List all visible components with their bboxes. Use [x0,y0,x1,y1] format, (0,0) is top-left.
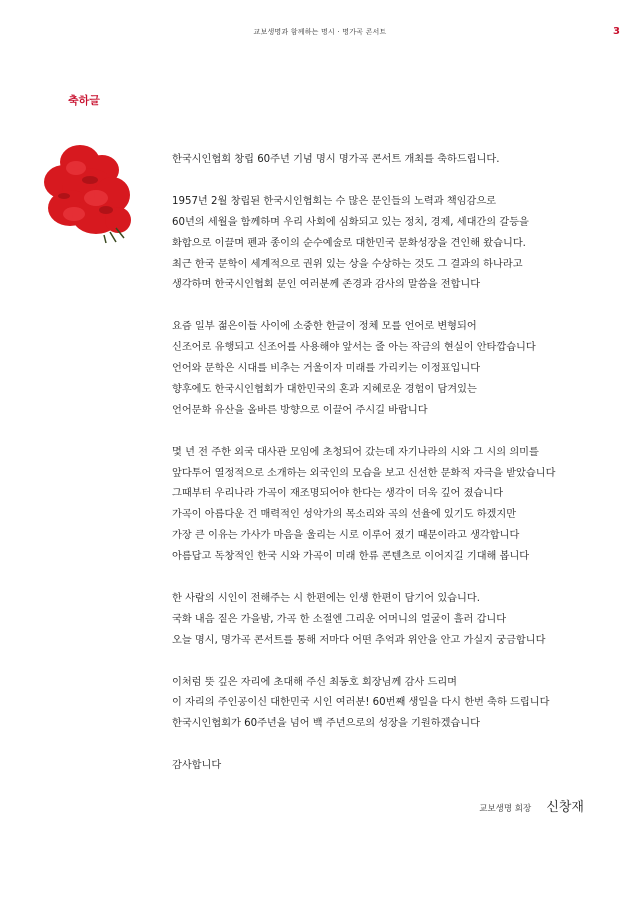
letter-line: 그때부터 우리나라 가곡이 재조명되어야 한다는 생각이 더욱 깊어 졌습니다 [172,488,503,500]
letter-line: 생각하며 한국시인협회 문인 여러분께 존경과 감사의 말씀을 전합니다 [172,279,481,291]
page-header-title: 교보생명과 함께하는 명시 · 명가곡 콘서트 [253,28,387,36]
letter-line: 한국시인협회 창립 60주년 기념 명시 명가곡 콘서트 개최를 축하드립니다. [172,154,500,165]
letter-line: 몇 년 전 주한 외국 대사관 모임에 초청되어 갔는데 자기나라의 시와 그 시의 의미를 [172,446,539,458]
signature [479,796,584,815]
letter-line: 가장 큰 이유는 가사가 마음을 울리는 시로 이루어 졌기 때문이라고 생각합니다 [172,530,520,542]
red-flower-icon [40,140,135,245]
letter-paragraph [172,150,592,171]
letter-line: 아름답고 독창적인 한국 시와 가곡이 미래 한류 콘텐츠로 이어지길 기대해 봅니다 [172,551,530,563]
letter-line: 이 자리의 주인공이신 대한민국 시인 여러분! 60번째 생일을 다시 한번 축하 드립니다 [172,697,550,709]
letter-paragraph [172,756,592,777]
section-heading: 축하글 [68,94,100,107]
letter-paragraph [172,443,592,568]
letter-line: 1957년 2월 창립된 한국시인협회는 수 많은 문인들의 노력과 책임감으로 [172,195,497,207]
page-number: 3 [613,26,620,37]
letter-line: 가곡이 아름다운 건 매력적인 성악가의 목소리와 곡의 선율에 있기도 하겠지만 [172,509,517,521]
letter-paragraph [172,673,592,736]
letter-line: 국화 내음 짙은 가을밤, 가곡 한 소절엔 그리운 어머니의 얼굴이 흘러 갑니다 [172,613,507,625]
letter-line: 60년의 세월을 함께하며 우리 사회에 심화되고 있는 정치, 경제, 세대간의 갈등을 [172,216,529,228]
letter-body [172,150,592,798]
letter-paragraph [172,192,592,297]
letter-paragraph [172,589,592,652]
letter-line: 한 사람의 시인이 전해주는 시 한편에는 인생 한편이 담기어 있습니다. [172,592,480,604]
signature-title: 교보생명 회장 [479,804,532,814]
letter-line: 화합으로 이끌며 펜과 종이의 순수예술로 대한민국 문화성장을 견인해 왔습니다. [172,237,526,249]
letter-line: 오늘 명시, 명가곡 콘서트를 통해 저마다 어떤 추억과 위안을 안고 가실지 궁금합니다 [172,634,546,646]
letter-line: 이처럼 뜻 깊은 자리에 초대해 주신 최동호 회장님께 감사 드리며 [172,676,458,688]
letter-line: 신조어로 유행되고 신조어를 사용해야 앞서는 줄 아는 작금의 현실이 안타깝습니다 [172,342,536,354]
letter-line: 감사합니다 [172,760,222,772]
letter-line: 요즘 일부 젊은이들 사이에 소중한 한글이 정체 모를 언어로 변형되어 [172,321,477,333]
letter-line: 최근 한국 문학이 세계적으로 권위 있는 상을 수상하는 것도 그 결과의 하나라고 [172,258,523,270]
letter-line: 향후에도 한국시인협회가 대한민국의 혼과 지혜로운 경험이 담겨있는 [172,383,477,395]
signature-name: 신창재 [546,800,584,815]
letter-line: 언어와 문학은 시대를 비추는 거울이자 미래를 가리키는 이정표입니다 [172,363,481,375]
letter-line: 언어문화 유산을 올바른 방향으로 이끌어 주시길 바랍니다 [172,404,428,416]
letter-paragraph [172,317,592,422]
letter-line: 앞다투어 열정적으로 소개하는 외국인의 모습을 보고 신선한 문화적 자극을 받았습니다 [172,467,556,479]
letter-line: 한국시인협회가 60주년을 넘어 백 주년으로의 성장을 기원하겠습니다 [172,718,480,730]
